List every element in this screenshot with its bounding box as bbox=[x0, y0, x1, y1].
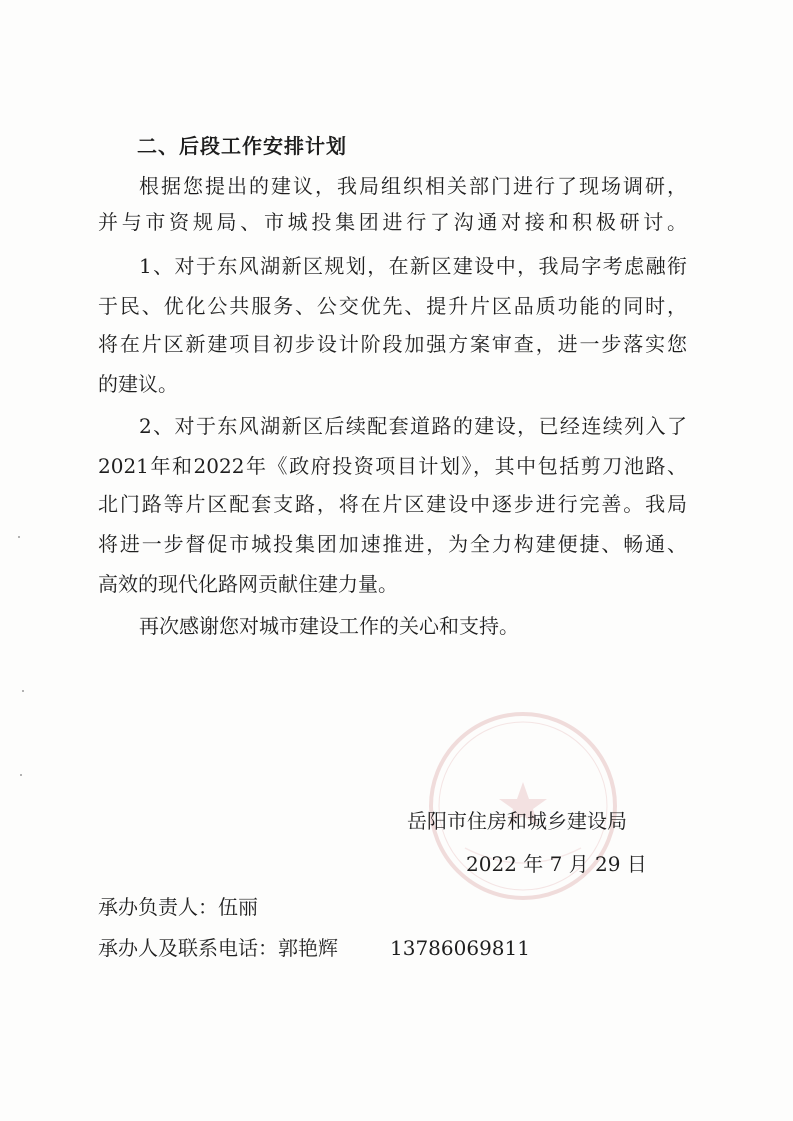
responsible-name: 伍丽 bbox=[218, 895, 258, 919]
handler-label: 承办人及联系电话： bbox=[98, 936, 278, 960]
item2-line-5: 高效的现代化路网贡献住建力量。 bbox=[98, 572, 398, 596]
intro-line-2: 并与市资规局、市城投集团进行了沟通对接和积极研讨。 bbox=[98, 210, 687, 234]
handler-name: 郭艳辉 bbox=[278, 936, 338, 960]
handler-phone: 13786069811 bbox=[390, 936, 530, 960]
item1-line-1: 1、对于东风湖新区规划，在新区建设中，我局字考虑融衔 bbox=[139, 254, 687, 278]
responsible-label: 承办负责人： bbox=[98, 895, 218, 919]
item2-line-4: 将进一步督促市城投集团加速推进，为全力构建便捷、畅通、 bbox=[98, 532, 687, 556]
responsible-person-row bbox=[98, 891, 258, 920]
section-heading: 二、后段工作安排计划 bbox=[137, 134, 347, 158]
signature-date: 2022 年 7 月 29 日 bbox=[466, 852, 647, 876]
closing-line: 再次感谢您对城市建设工作的关心和支持。 bbox=[139, 614, 519, 638]
scan-speck bbox=[20, 774, 22, 776]
item1-line-4: 的建议。 bbox=[98, 372, 178, 396]
scan-speck bbox=[18, 536, 20, 538]
item2-line-3: 北门路等片区配套支路，将在片区建设中逐步进行完善。我局 bbox=[98, 492, 687, 516]
item1-line-2: 于民、优化公共服务、公交优先、提升片区品质功能的同时， bbox=[98, 294, 687, 318]
intro-line-1: 根据您提出的建议，我局组织相关部门进行了现场调研， bbox=[139, 174, 687, 198]
item1-line-3: 将在片区新建项目初步设计阶段加强方案审查，进一步落实您 bbox=[98, 332, 687, 356]
item2-line-2: 2021年和2022年《政府投资项目计划》，其中包括剪刀池路、 bbox=[98, 454, 687, 478]
signature-organization: 岳阳市住房和城乡建设局 bbox=[407, 809, 627, 833]
scan-speck bbox=[22, 690, 24, 692]
handler-contact-row bbox=[98, 932, 530, 961]
item2-line-1: 2、对于东风湖新区后续配套道路的建设，已经连续列入了 bbox=[139, 414, 687, 438]
